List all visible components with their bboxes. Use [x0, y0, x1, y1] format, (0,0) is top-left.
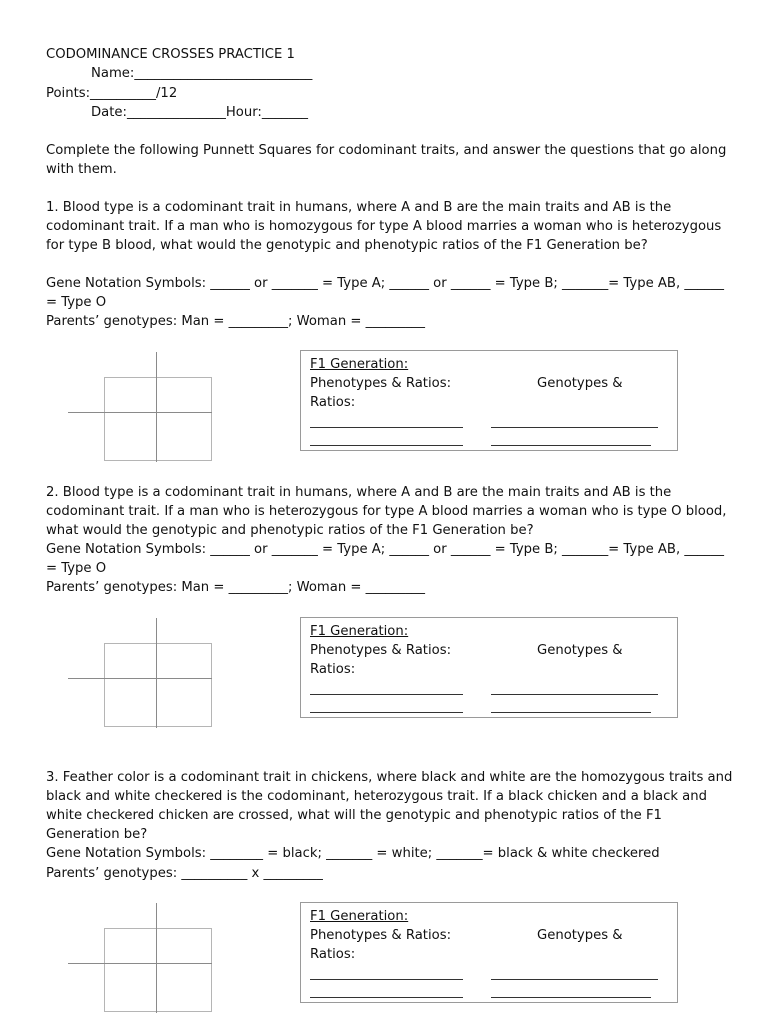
punnett-square	[68, 618, 214, 728]
parents-genotypes: Parents’ genotypes: Man = _________; Woman = _________	[46, 580, 425, 595]
punnett-square	[68, 903, 214, 1013]
question-prompt: 3. Feather color is a codominant trait in chickens, where black and white are the homozygous traits and black and white checkered is the codominant, heterozygous trait. If a black chicken and a black and white checkered chicken are crossed, what will the genotypic and phenotypic ratios of the F1 Generation be?	[46, 770, 733, 842]
f1-generation-box	[300, 902, 678, 1003]
question-prompt: 1. Blood type is a codominant trait in humans, where A and B are the main traits and AB is the codominant trait. If a man who is homozygous for type A blood marries a woman who is heterozygous for type B blood, what would the genotypic and phenotypic ratios of the F1 Generation be?	[46, 200, 722, 253]
question-prompt: 2. Blood type is a codominant trait in humans, where A and B are the main traits and AB is the codominant trait. If a man who is heterozygous for type A blood marries a woman who is type O blood, what would the genotypic and phenotypic ratios of the F1 Generation be?	[46, 485, 727, 538]
points-field: Points:__________/12	[46, 86, 178, 101]
f1-generation-box	[300, 350, 678, 451]
gene-notation: Gene Notation Symbols: ______ or _______ = Type A; ______ or ______ = Type B; _______= Type AB, ______ = Type O	[46, 542, 724, 576]
punnett-square	[68, 352, 214, 462]
phenotypes-label: Phenotypes & Ratios:	[310, 643, 452, 658]
instructions: Complete the following Punnett Squares for codominant traits, and answer the questions that go along with them.	[46, 143, 727, 177]
gene-notation: Gene Notation Symbols: ______ or _______ = Type A; ______ or ______ = Type B; _______= Type AB, ______ = Type O	[46, 276, 724, 310]
ratios-label: Ratios:	[310, 947, 356, 962]
genotypes-label: Genotypes &	[537, 376, 623, 391]
ratios-label: Ratios:	[310, 395, 356, 410]
phenotypes-label: Phenotypes & Ratios:	[310, 928, 452, 943]
name-field: Name:___________________________	[91, 66, 313, 81]
f1-title: F1 Generation:	[310, 357, 409, 372]
date-hour-field: Date:_______________Hour:_______	[91, 105, 309, 120]
genotypes-label: Genotypes &	[537, 643, 623, 658]
phenotypes-label: Phenotypes & Ratios:	[310, 376, 452, 391]
parents-genotypes: Parents’ genotypes: Man = _________; Woman = _________	[46, 314, 425, 329]
f1-title: F1 Generation:	[310, 909, 409, 924]
f1-title: F1 Generation:	[310, 624, 409, 639]
ratios-label: Ratios:	[310, 662, 356, 677]
parents-genotypes: Parents’ genotypes: __________ x _________	[46, 866, 323, 881]
worksheet-title: CODOMINANCE CROSSES PRACTICE 1	[46, 47, 295, 62]
gene-notation: Gene Notation Symbols: ________ = black; _______ = white; _______= black & white checkered	[46, 846, 660, 861]
f1-generation-box	[300, 617, 678, 718]
genotypes-label: Genotypes &	[537, 928, 623, 943]
